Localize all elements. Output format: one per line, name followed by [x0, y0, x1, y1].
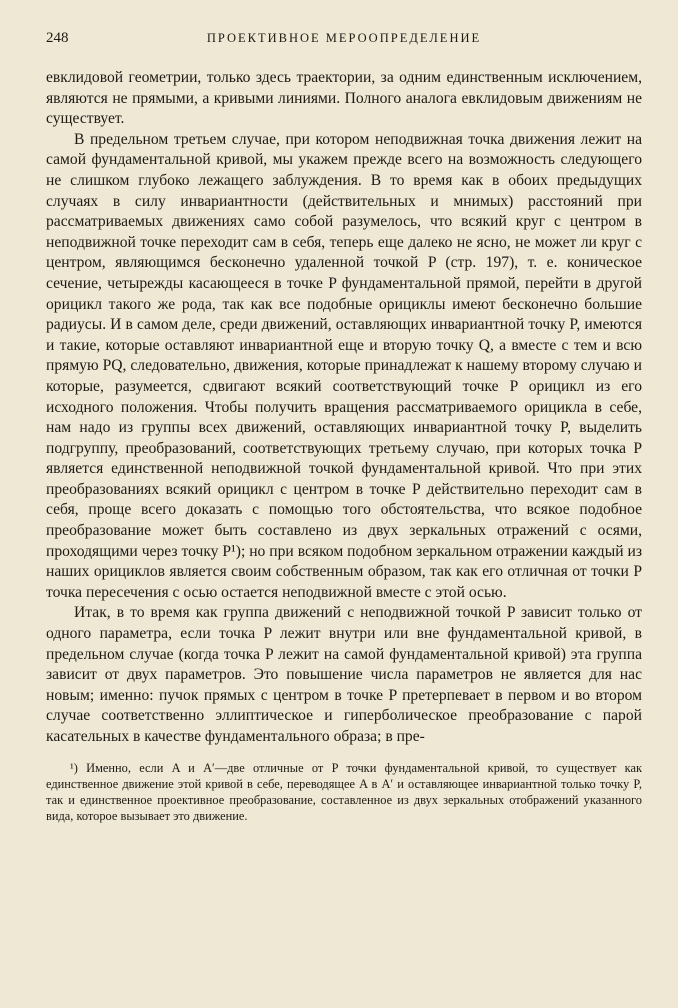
footnote-1: ¹) Именно, если A и A′—две отличные от P точки фундаментальной кривой, то существует как единственное движение этой кривой в себе, переводящее A в A′ и оставляющее инвариантной только точку P, так и единственное проективное преобразование, составленное из двух зеркальных отображений указанного вида, которое вызывает это движение. — [46, 760, 642, 823]
paragraph-1: евклидовой геометрии, только здесь траектории, за одним единственным исключением, являются не прямыми, а кривыми линиями. Полного аналога евклидовым движениям не существует. — [46, 69, 642, 128]
paragraph-3: Итак, в то время как группа движений с неподвижной точкой P зависит только от одного параметра, если точка P лежит внутри или вне фундаментальной кривой, в предельном случае (когда точка P лежит на самой фундаментальной кривой) эта группа зависит от двух параметров. Это повышение числа параметров не является для нас новым; именно: пучок прямых с центром в точке P претерпевает в первом и во втором случае соответственно эллиптическое и гиперболическое преобразование с парой касательных в качестве фундаментального образа; в пре- — [46, 604, 642, 745]
footnotes — [46, 760, 642, 824]
running-head: ПРОЕКТИВНОЕ МЕРООПРЕДЕЛЕНИЕ — [206, 31, 482, 45]
page-header — [46, 30, 642, 56]
body-text — [46, 68, 642, 748]
paragraph-2: В предельном третьем случае, при котором неподвижная точка движения лежит на самой фундаментальной кривой, мы укажем прежде всего на возможность следующего не слишком глубоко лежащего заблуждения. В то время как в обоих предыдущих случаях в силу инвариантности (действительных и мнимых) расстояний при рассматриваемых движениях само собой разумелось, что всякий круг с центром в неподвижной точке переходит сам в себя, теперь еще далеко не ясно, не может ли круг с центром, являющимся бесконечно удаленной точкой P (стр. 197), т. е. коническое сечение, четырежды касающееся в точке P фундаментальной прямой, перейти в другой орицикл такого же рода, так как все подобные орициклы имеют бесконечно большие радиусы. И в самом деле, среди движений, оставляющих инвариантной точку P, имеются и такие, которые оставляют инвариантной еще и вторую точку Q, а вместе с тем и всю прямую PQ, следовательно, движения, которые принадлежат к нашему второму случаю и которые, разумеется, сдвигают всякий соответствующий точке P орицикл из его исходного положения. Чтобы получить вращения рассматриваемого орицикла в себе, нам надо из группы всех движений, оставляющих инвариантной точку P, выделить подгруппу, преобразований, соответствующих третьему случаю, при которых точка P является единственной неподвижной точкой фундаментальной кривой. Что при этих преобразованиях всякий орицикл с центром в точке P действительно переходит сам в себя, проще всего доказать с помощью того обстоятельства, что всякое подобное преобразование может быть составлено из двух зеркальных отражений с осями, проходящими через точку P¹); но при всяком подобном зеркальном отражении каждый из наших орициклов является своим собственным образом, так как его отличная от точки P точка пересечения с осью остается неподвижной вместе с этой осью. — [46, 130, 642, 601]
page-number: 248 — [46, 30, 69, 46]
